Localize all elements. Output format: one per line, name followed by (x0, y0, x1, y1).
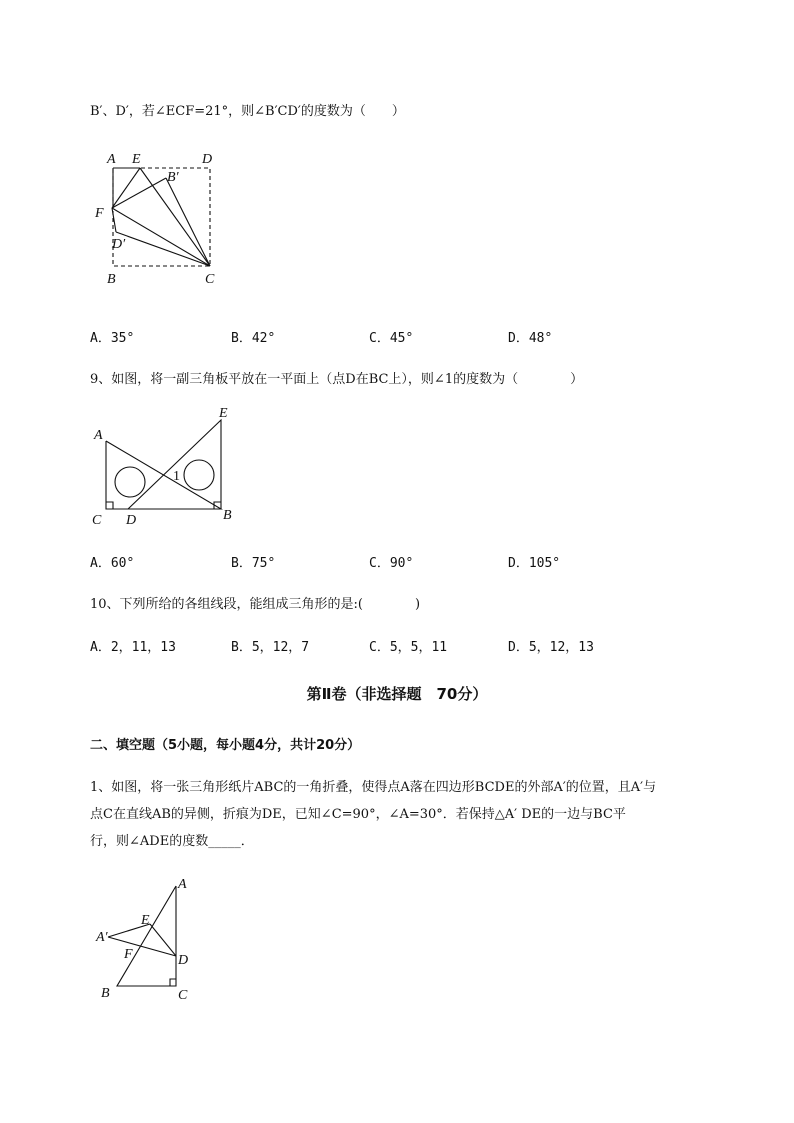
fill1-label-F: F (124, 947, 133, 962)
q10-stem: 10、下列所给的各组线段，能组成三角形的是:( ) (90, 597, 421, 612)
q10-option-d[interactable]: D．5，12，13 (508, 640, 594, 655)
fill1-text-line1: 1、如图，将一张三角形纸片ABC的一角折叠，使得点A落在四边形BCDE的外部A′的位置，且A′与 (90, 780, 657, 795)
fill1-text-line3: 行，则∠ADE的度数_____． (90, 834, 254, 849)
fill1-label-C: C (178, 988, 188, 1003)
q9-label-C: C (92, 513, 102, 528)
fill1-label-Aprime: A′ (96, 930, 108, 945)
q9-label-E: E (219, 406, 228, 421)
q9-option-a[interactable]: A．60° (90, 556, 135, 571)
fill1-right-angle-C (170, 979, 176, 986)
q9-option-d[interactable]: D．105° (508, 556, 561, 571)
q8-segment-FE (112, 168, 140, 208)
fill1-segment-A1D (108, 937, 176, 956)
q9-right-angle-C (106, 502, 113, 509)
fill-section-heading: 二、填空题（5小题，每小题4分，共计20分） (90, 738, 361, 753)
q9-label-D: D (126, 513, 137, 528)
q9-hole-left (115, 467, 145, 497)
fill1-label-B: B (101, 986, 110, 1001)
q9-option-b[interactable]: B．75° (231, 556, 276, 571)
q8-label-D: D (202, 152, 213, 167)
q10-option-c[interactable]: C．5，5，11 (369, 640, 448, 655)
q8-label-F: F (95, 206, 104, 221)
q8-label-Dprime: D′ (112, 237, 126, 252)
q8-option-c[interactable]: C．45° (369, 331, 414, 346)
q9-label-A: A (94, 428, 103, 443)
fill1-fold-DE (150, 924, 176, 956)
q8-label-Bprime: B′ (167, 170, 179, 185)
part2-title: 第Ⅱ卷（非选择题 70分） (306, 685, 488, 703)
fill1-figure (92, 872, 202, 1007)
q8-stem: B′、D′，若∠ECF=21°，则∠B′CD′的度数为（ ） (90, 104, 405, 119)
fill1-label-E: E (141, 913, 150, 928)
q9-triangle-DEB (128, 420, 221, 509)
q9-label-B: B (223, 508, 232, 523)
fill1-triangle-ABC (117, 886, 176, 986)
q8-label-B: B (107, 272, 116, 287)
q9-figure (88, 402, 248, 530)
q9-stem: 9、如图，将一副三角板平放在一平面上（点D在BC上），则∠1的度数为（ ） (90, 372, 584, 387)
q10-option-a[interactable]: A．2，11，13 (90, 640, 176, 655)
q8-label-C: C (205, 272, 215, 287)
fill1-label-A: A (178, 877, 187, 892)
q8-figure (90, 148, 230, 288)
q8-label-E: E (132, 152, 141, 167)
q8-option-b[interactable]: B．42° (231, 331, 276, 346)
q8-option-d[interactable]: D．48° (508, 331, 553, 346)
fill1-text-line2: 点C在直线AB的异侧，折痕为DE，已知∠C=90°，∠A=30°．若保持△A′ DE的一边与BC平 (90, 807, 626, 822)
q9-label-angle-1: 1 (173, 469, 180, 484)
q9-hole-right (184, 460, 214, 490)
q8-option-a[interactable]: A．35° (90, 331, 135, 346)
q9-option-c[interactable]: C．90° (369, 556, 414, 571)
q8-label-A: A (107, 152, 116, 167)
fill1-label-D: D (178, 953, 189, 968)
q10-option-b[interactable]: B．5，12，7 (231, 640, 310, 655)
